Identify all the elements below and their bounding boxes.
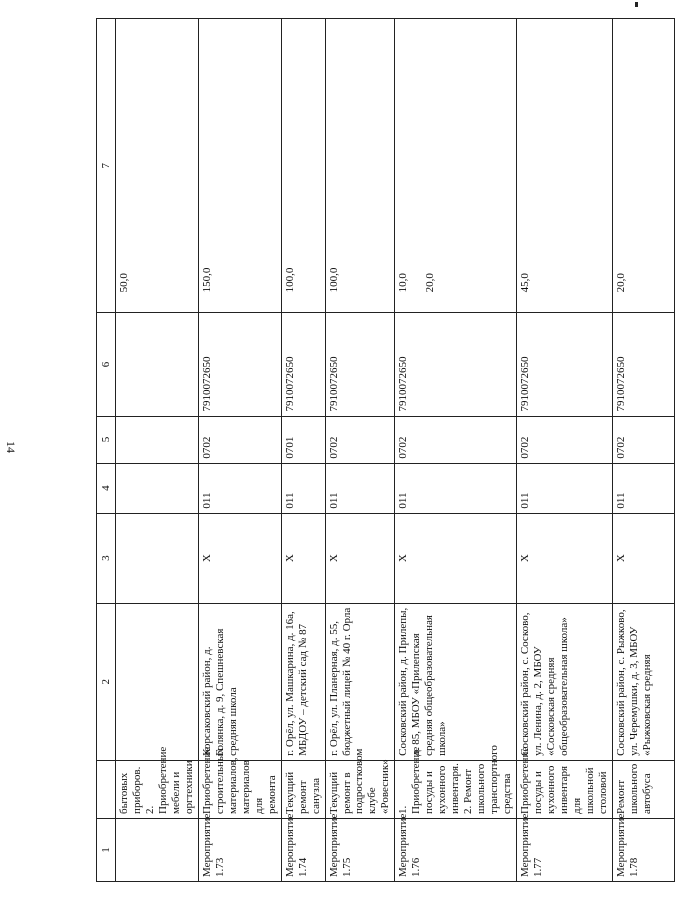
- text-line: [410, 23, 424, 292]
- target-code-cell: 7910072650: [325, 313, 395, 416]
- marker-cell: X: [281, 513, 325, 603]
- amount-cell: 100,0: [325, 19, 395, 313]
- marker-cell: X: [612, 513, 674, 603]
- activity-cell: Мероприятие 1.75: [325, 818, 395, 881]
- target-code-cell: 7910072650: [198, 313, 281, 416]
- corner-mark: [635, 2, 638, 7]
- marker-cell: X: [517, 513, 613, 603]
- table-header-row: [97, 19, 116, 882]
- table-row: [612, 19, 674, 882]
- activity-cell: Мероприятие 1.73: [198, 818, 281, 881]
- header-cell: 7: [97, 19, 116, 313]
- address-cell: Сосковский район, с. Рыжково, ул. Черемушки, д. 3, МБОУ «Рыжковская средняя: [612, 603, 674, 760]
- address-cell: г. Орёл, ул. Машкарина, д. 16а, МБДОУ – детский сад № 87: [281, 603, 325, 760]
- table-body: [116, 19, 675, 882]
- object-cell: Текущий ремонт санузла: [281, 760, 325, 818]
- object-cell: [116, 746, 199, 818]
- table-row: [395, 19, 517, 882]
- text-line: 1. Приобретение посуды и кухонного инвентаря.: [397, 746, 462, 814]
- ministry-code-cell: 011: [612, 463, 674, 513]
- section-code-cell: 0701: [281, 416, 325, 463]
- header-cell: 5: [97, 416, 116, 463]
- section-code-cell: 0702: [325, 416, 395, 463]
- target-code-cell: 7910072650: [612, 313, 674, 416]
- header-cell: 3: [97, 513, 116, 603]
- amount-cell: 45,0: [517, 19, 613, 313]
- section-code-cell: 0702: [198, 416, 281, 463]
- header-cell-object: [97, 760, 116, 818]
- amount-cell: 100,0: [281, 19, 325, 313]
- amount-cell: 20,0: [612, 19, 674, 313]
- header-cell: 6: [97, 313, 116, 416]
- object-cell: Приобретение посуды и кухонного инвентаря для школьной столовой: [517, 760, 613, 818]
- amount-cell: [395, 19, 517, 313]
- text-line: 2. Ремонт школьного транспортного средства: [462, 745, 514, 814]
- address-cell: Сосковский район, д. Прилепы, д. 85, МБОУ «Прилепская средняя общеобразовательная школа»: [395, 603, 517, 760]
- amount-cell: 150,0: [198, 19, 281, 313]
- activity-cell: Мероприятие 1.76: [395, 818, 517, 881]
- table-row: [325, 19, 395, 882]
- marker-cell: X: [395, 513, 517, 603]
- table-row: [116, 19, 199, 882]
- address-cell: г. Орёл, ул. Планерная, д. 55, бюджетный лицей № 40 г. Орла: [325, 603, 395, 760]
- address-cell: [116, 603, 199, 760]
- text-line: 10,0: [397, 273, 410, 293]
- page-number: 14: [4, 441, 18, 453]
- marker-cell: X: [198, 513, 281, 603]
- header-cell: 1: [97, 818, 116, 881]
- object-cell: Приобретение строительных материалов, материалов для ремонта: [198, 760, 281, 818]
- ministry-code-cell: 011: [517, 463, 613, 513]
- activity-cell: Мероприятие 1.78: [612, 818, 674, 881]
- object-cell: Текущий ремонт в подростковом клубе «Ровесник»: [325, 760, 395, 818]
- header-cell: 2: [97, 603, 116, 760]
- address-cell: Корсаковский район, д. Голянка, д. 9, Спешневская средняя школа: [198, 603, 281, 760]
- marker-cell: [116, 513, 199, 603]
- target-code-cell: [116, 313, 199, 416]
- object-cell: [395, 745, 517, 818]
- budget-table: [96, 18, 675, 882]
- ministry-code-cell: 011: [395, 463, 517, 513]
- target-code-cell: 7910072650: [517, 313, 613, 416]
- table-row: [517, 19, 613, 882]
- ministry-code-cell: [116, 463, 199, 513]
- text-line: 20,0: [424, 273, 437, 293]
- rotated-table-wrapper: [96, 18, 653, 882]
- table-row: [198, 19, 281, 882]
- section-code-cell: 0702: [395, 416, 517, 463]
- section-code-cell: [116, 416, 199, 463]
- header-cell: 4: [97, 463, 116, 513]
- amount-cell: 50,0: [116, 19, 199, 313]
- activity-cell: Мероприятие 1.77: [517, 818, 613, 881]
- ministry-code-cell: 011: [325, 463, 395, 513]
- ministry-code-cell: 011: [281, 463, 325, 513]
- text-line: 2. Приобретение мебели и оргтехники: [143, 746, 195, 814]
- section-code-cell: 0702: [612, 416, 674, 463]
- marker-cell: X: [325, 513, 395, 603]
- text-line: бытовых приборов.: [118, 766, 143, 814]
- section-code-cell: 0702: [517, 416, 613, 463]
- activity-cell: Мероприятие 1.74: [281, 818, 325, 881]
- address-cell: Сосковский район, с. Сосково, ул. Ленина, д. 2, МБОУ «Сосковская средняя общеобразовательная школа»: [517, 603, 613, 760]
- table-row: [281, 19, 325, 882]
- target-code-cell: 7910072650: [281, 313, 325, 416]
- ministry-code-cell: 011: [198, 463, 281, 513]
- activity-cell: [116, 818, 199, 881]
- target-code-cell: 7910072650: [395, 313, 517, 416]
- object-cell: Ремонт школьного автобуса: [612, 760, 674, 818]
